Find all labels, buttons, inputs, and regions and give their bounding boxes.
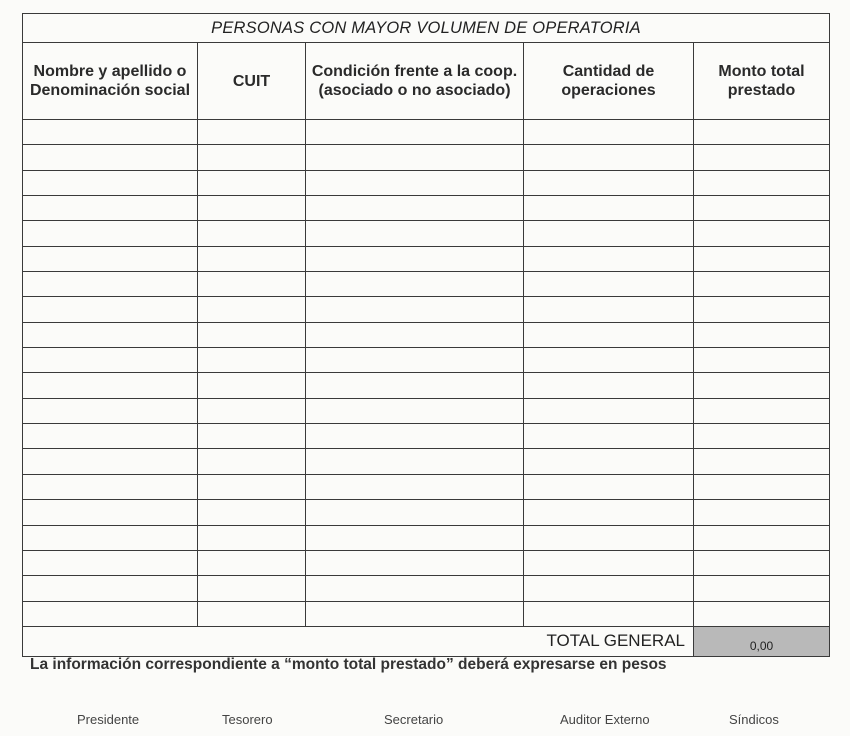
table-cell[interactable]	[198, 373, 306, 398]
table-cell[interactable]	[524, 373, 694, 398]
table-title: PERSONAS CON MAYOR VOLUMEN DE OPERATORIA	[23, 14, 830, 43]
signature-line	[22, 712, 829, 732]
table-cell[interactable]	[306, 322, 524, 347]
table-cell[interactable]	[694, 272, 830, 297]
table-cell[interactable]	[306, 120, 524, 145]
table-cell[interactable]	[306, 246, 524, 271]
table-cell[interactable]	[23, 576, 198, 601]
table-cell[interactable]	[23, 348, 198, 373]
table-cell[interactable]	[23, 550, 198, 575]
table-row	[23, 474, 830, 499]
table-cell[interactable]	[23, 500, 198, 525]
table-cell[interactable]	[524, 145, 694, 170]
table-cell[interactable]	[524, 525, 694, 550]
table-cell[interactable]	[306, 550, 524, 575]
table-row	[23, 550, 830, 575]
table-cell[interactable]	[694, 221, 830, 246]
table-row	[23, 373, 830, 398]
table-cell[interactable]	[524, 196, 694, 221]
table-cell[interactable]	[198, 601, 306, 626]
header-condicion: Condición frente a la coop. (asociado o no asociado)	[306, 43, 524, 120]
table-cell[interactable]	[694, 373, 830, 398]
table-cell[interactable]	[306, 398, 524, 423]
table-cell[interactable]	[23, 196, 198, 221]
total-general-value: 0,00	[694, 626, 830, 656]
table-cell[interactable]	[524, 170, 694, 195]
table-cell[interactable]	[524, 601, 694, 626]
table-row	[23, 246, 830, 271]
table-cell[interactable]	[694, 145, 830, 170]
table-cell[interactable]	[23, 272, 198, 297]
table-cell[interactable]	[306, 474, 524, 499]
table-cell[interactable]	[306, 525, 524, 550]
table-cell[interactable]	[524, 348, 694, 373]
table-cell[interactable]	[306, 196, 524, 221]
table-cell[interactable]	[524, 120, 694, 145]
table-row	[23, 601, 830, 626]
signature-secretario: Secretario	[384, 712, 444, 727]
table-cell[interactable]	[524, 474, 694, 499]
table-cell[interactable]	[23, 297, 198, 322]
table-cell[interactable]	[306, 170, 524, 195]
table-cell[interactable]	[694, 424, 830, 449]
table-cell[interactable]	[198, 449, 306, 474]
table-row	[23, 398, 830, 423]
table-cell[interactable]	[524, 246, 694, 271]
table-cell[interactable]	[524, 398, 694, 423]
signature-auditor-externo: Auditor Externo	[560, 712, 650, 727]
info-note: La información correspondiente a “monto total prestado” deberá expresarse en pesos	[30, 656, 667, 673]
table-cell[interactable]	[306, 221, 524, 246]
table-cell[interactable]	[198, 525, 306, 550]
table-row	[23, 576, 830, 601]
table-cell[interactable]	[524, 272, 694, 297]
table-cell[interactable]	[694, 449, 830, 474]
table-cell[interactable]	[524, 221, 694, 246]
table-cell[interactable]	[306, 145, 524, 170]
header-monto: Monto total prestado	[694, 43, 830, 120]
table-cell[interactable]	[23, 170, 198, 195]
table-cell[interactable]	[306, 297, 524, 322]
table-cell[interactable]	[694, 474, 830, 499]
table-cell[interactable]	[306, 424, 524, 449]
table-cell[interactable]	[198, 272, 306, 297]
table-row	[23, 348, 830, 373]
table-row	[23, 525, 830, 550]
table-cell[interactable]	[198, 474, 306, 499]
table-cell[interactable]	[198, 120, 306, 145]
table-cell[interactable]	[198, 424, 306, 449]
table-cell[interactable]	[524, 449, 694, 474]
table-cell[interactable]	[306, 272, 524, 297]
table-cell[interactable]	[524, 576, 694, 601]
operations-table	[22, 13, 830, 657]
table-cell[interactable]	[23, 525, 198, 550]
table-cell[interactable]	[694, 550, 830, 575]
table-cell[interactable]	[23, 601, 198, 626]
table-cell[interactable]	[694, 170, 830, 195]
table-row	[23, 120, 830, 145]
table-cell[interactable]	[694, 500, 830, 525]
table-cell[interactable]	[524, 424, 694, 449]
table-body	[23, 120, 830, 627]
table-cell[interactable]	[524, 550, 694, 575]
table-cell[interactable]	[23, 424, 198, 449]
table-row	[23, 272, 830, 297]
signature-presidente: Presidente	[77, 712, 140, 727]
table-cell[interactable]	[524, 500, 694, 525]
table-cell[interactable]	[694, 297, 830, 322]
table-cell[interactable]	[694, 525, 830, 550]
table-cell[interactable]	[694, 322, 830, 347]
table-cell[interactable]	[198, 145, 306, 170]
header-nombre: Nombre y apellido o Denominación social	[23, 43, 198, 120]
table-cell[interactable]	[694, 398, 830, 423]
table-cell[interactable]	[694, 576, 830, 601]
table-cell[interactable]	[198, 297, 306, 322]
table-row	[23, 145, 830, 170]
table-row	[23, 196, 830, 221]
table-row	[23, 297, 830, 322]
table-cell[interactable]	[694, 196, 830, 221]
table-cell[interactable]	[694, 601, 830, 626]
table-cell[interactable]	[198, 550, 306, 575]
signature-sindicos: Síndicos	[729, 712, 779, 727]
table-cell[interactable]	[524, 322, 694, 347]
table-cell[interactable]	[306, 601, 524, 626]
table-cell[interactable]	[198, 500, 306, 525]
table-cell[interactable]	[306, 500, 524, 525]
table-cell[interactable]	[306, 373, 524, 398]
table-cell[interactable]	[694, 120, 830, 145]
header-cantidad: Cantidad de operaciones	[524, 43, 694, 120]
table-cell[interactable]	[23, 145, 198, 170]
table-cell[interactable]	[524, 297, 694, 322]
table-cell[interactable]	[198, 398, 306, 423]
total-general-label: TOTAL GENERAL	[23, 626, 694, 656]
table-cell[interactable]	[23, 474, 198, 499]
table-row	[23, 322, 830, 347]
table-cell[interactable]	[23, 322, 198, 347]
table-row	[23, 449, 830, 474]
table-cell[interactable]	[198, 221, 306, 246]
table-cell[interactable]	[198, 348, 306, 373]
table-cell[interactable]	[23, 221, 198, 246]
table-cell[interactable]	[198, 322, 306, 347]
table-cell[interactable]	[198, 246, 306, 271]
table-cell[interactable]	[694, 348, 830, 373]
table-cell[interactable]	[198, 196, 306, 221]
table-cell[interactable]	[198, 170, 306, 195]
signature-tesorero: Tesorero	[222, 712, 273, 727]
table-cell[interactable]	[694, 246, 830, 271]
table-row	[23, 170, 830, 195]
header-cuit: CUIT	[198, 43, 306, 120]
table-cell[interactable]	[306, 449, 524, 474]
table-cell[interactable]	[23, 120, 198, 145]
table-cell[interactable]	[23, 373, 198, 398]
table-cell[interactable]	[23, 449, 198, 474]
table-row	[23, 221, 830, 246]
table-cell[interactable]	[306, 348, 524, 373]
table-row	[23, 424, 830, 449]
table-cell[interactable]	[23, 246, 198, 271]
table-row	[23, 500, 830, 525]
table-cell[interactable]	[23, 398, 198, 423]
table-cell[interactable]	[306, 576, 524, 601]
table-cell[interactable]	[198, 576, 306, 601]
